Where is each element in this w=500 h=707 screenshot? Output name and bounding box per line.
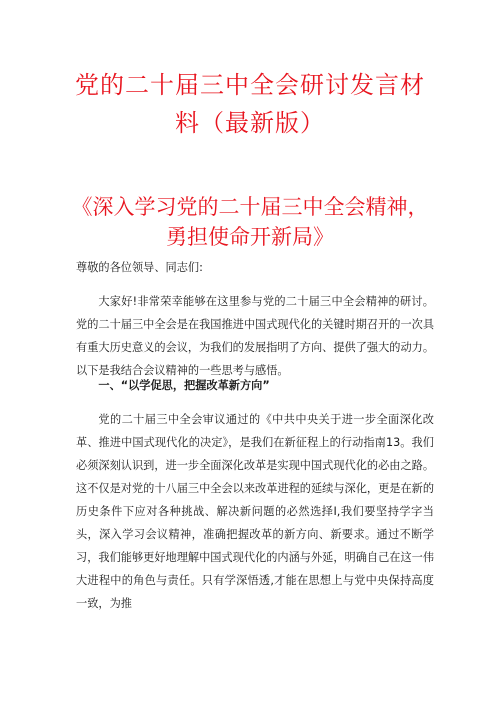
speech-title-line-2: 勇担使命开新局》 [166,225,334,249]
greeting: 尊敬的各位领导、同志们: [76,261,203,274]
document-title-line-2: 料（最新版） [175,109,325,137]
document-title-line-1: 党的二十届三中全会研讨发言材 [75,71,425,99]
document-title [60,66,440,142]
section-1-paragraph: 党的二十届三中全会审议通过的《中共中央关于进一步全面深化改革、推进中国式现代化的决定》，是我们在新征程上的行动指南13。我们必须深刻认识到，进一步全面深化改革是实现中国式现代化的必由之路。这不仅是对党的十八届三中全会以来改革进程的延续与深化，更是在新的历史条件下应对各种挑战、解决新问题的必然选择I,我们要坚持学字当头，深入学习会议精神，准确把握改革的新方向、新要求。通过不断学习，我们能够更好地理解中国式现代化的内涵与外延，明确自己在这一伟大进程中的角色与责任。只有学深悟透,才能在思想上与党中央保持高度一致，为推 [76,413,435,610]
intro-paragraph: 大家好!非常荣幸能够在这里参与党的二十届三中全会精神的研讨。党的二十届三中全会是在我国推进中国式现代化的关键时期召开的一次具有重大历史意义的会议，为我们的发展指明了方向、提供了强大的动力。以下是我结合会议精神的一些思考与感悟。 [76,295,435,377]
speech-title-line-1: 《深入学习党的二十届三中全会精神， [71,195,429,219]
section-heading-1: 一、“以学促思，把握改革新方向” [98,379,270,392]
speech-title [55,192,445,252]
